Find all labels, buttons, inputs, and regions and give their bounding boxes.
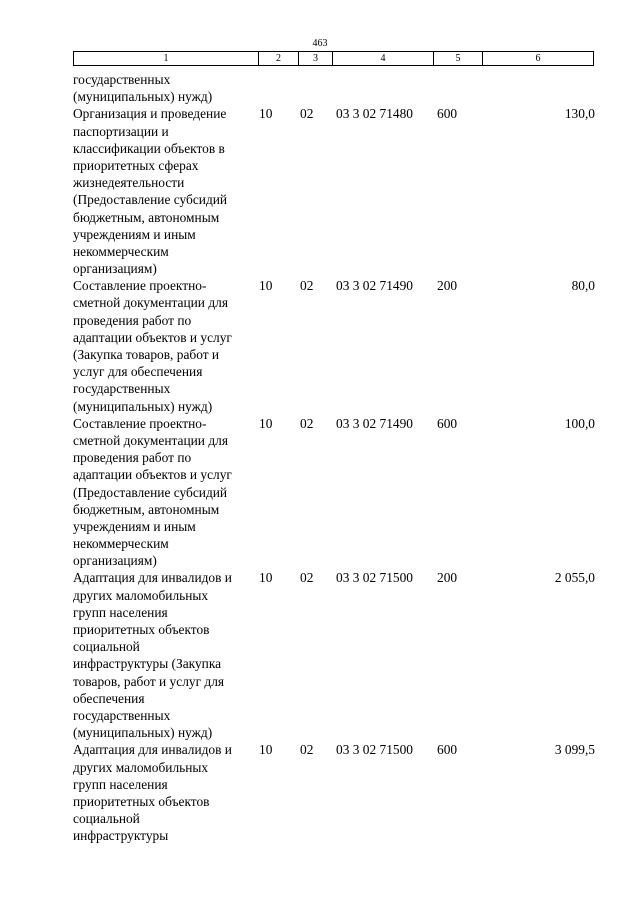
row-amount: 2 055,0: [554, 570, 595, 586]
name-line: классификации объектов в: [73, 140, 225, 156]
row-section-code: 10: [259, 570, 273, 586]
row-target-code: 03 3 02 71500: [336, 742, 413, 758]
name-line: учреждениям и иным: [73, 226, 196, 242]
name-line: Составление проектно-: [73, 415, 207, 431]
name-line: адаптации объектов и услуг: [73, 467, 232, 483]
name-line: приоритетных объектов: [73, 793, 210, 809]
name-line: организациям): [73, 553, 157, 569]
row-name: [73, 277, 257, 415]
name-line: учреждениям и иным: [73, 518, 196, 534]
row-name: [73, 741, 257, 844]
column-header-4: 4: [333, 52, 434, 66]
row-name: [73, 569, 257, 741]
row-section-code: 10: [259, 106, 273, 122]
name-line: бюджетным, автономным: [73, 501, 220, 517]
row-section-code: 10: [259, 278, 273, 294]
row-expense-type: 200: [437, 278, 458, 294]
row-amount: 80,0: [571, 278, 595, 294]
row-amount: 100,0: [564, 415, 595, 431]
column-header-table: [73, 51, 594, 66]
page-number: 463: [312, 38, 328, 49]
column-header-1: 1: [74, 52, 259, 66]
name-line: государственных: [73, 72, 171, 87]
budget-table-body: [73, 71, 603, 844]
table-row: [73, 277, 603, 415]
name-line: государственных: [73, 707, 171, 723]
row-subsection-code: 02: [300, 742, 314, 758]
name-line: инфраструктуры (Закупка: [73, 656, 222, 672]
row-subsection-code: 02: [300, 570, 314, 586]
name-line: групп населения: [73, 776, 168, 792]
row-subsection-code: 02: [300, 278, 314, 294]
row-amount: 3 099,5: [554, 742, 595, 758]
row-target-code: 03 3 02 71490: [336, 415, 413, 431]
name-line: приоритетных сферах: [73, 157, 199, 173]
name-line: Адаптация для инвалидов и: [73, 570, 232, 586]
row-expense-type: 600: [437, 106, 458, 122]
name-line: проведения работ по: [73, 450, 192, 466]
row-subsection-code: 02: [300, 415, 314, 431]
row-name: [73, 415, 257, 570]
name-line: адаптации объектов и услуг: [73, 329, 232, 345]
column-header-5: 5: [434, 52, 483, 66]
name-line: (Предоставление субсидий: [73, 484, 228, 500]
name-line: сметной документации для: [73, 432, 228, 448]
row-expense-type: 600: [437, 742, 458, 758]
name-line: социальной: [73, 811, 140, 827]
name-line: услуг для обеспечения: [73, 364, 203, 380]
name-line: групп населения: [73, 604, 168, 620]
name-line: товаров, работ и услуг для: [73, 673, 225, 689]
column-header-row: [74, 52, 594, 66]
table-row: [73, 105, 603, 277]
row-target-code: 03 3 02 71500: [336, 570, 413, 586]
column-header-3: 3: [299, 52, 333, 66]
name-line: (Закупка товаров, работ и: [73, 347, 220, 362]
name-line: Адаптация для инвалидов и: [73, 742, 232, 758]
row-target-code: 03 3 02 71480: [336, 106, 413, 122]
row-target-code: 03 3 02 71490: [336, 278, 413, 294]
name-line: социальной: [73, 639, 140, 655]
row-subsection-code: 02: [300, 106, 314, 122]
table-row: [73, 741, 603, 844]
name-line: паспортизации и: [73, 123, 169, 139]
row-amount: 130,0: [564, 106, 595, 122]
table-row: [73, 569, 603, 741]
name-line: (муниципальных) нужд): [73, 89, 213, 105]
table-row: [73, 415, 603, 570]
name-line: приоритетных объектов: [73, 622, 210, 637]
name-line: (Предоставление субсидий: [73, 192, 228, 208]
name-line: жизнедеятельности: [73, 175, 185, 191]
name-line: (муниципальных) нужд): [73, 725, 213, 741]
row-expense-type: 600: [437, 415, 458, 431]
name-line: других маломобильных: [73, 587, 209, 603]
name-line: государственных: [73, 381, 171, 397]
row-expense-type: 200: [437, 570, 458, 586]
name-line: бюджетным, автономным: [73, 209, 220, 225]
name-line: проведения работ по: [73, 312, 192, 328]
name-line: Составление проектно-: [73, 278, 207, 294]
name-line: сметной документации для: [73, 295, 228, 311]
name-line: (муниципальных) нужд): [73, 398, 213, 414]
name-line: Организация и проведение: [73, 106, 227, 122]
continuation-row: [73, 71, 603, 105]
row-name: [73, 105, 257, 277]
name-line: других маломобильных: [73, 759, 209, 775]
name-line: организациям): [73, 261, 157, 277]
column-header-2: 2: [259, 52, 299, 66]
column-header-6: 6: [483, 52, 594, 66]
row-section-code: 10: [259, 415, 273, 431]
name-line: инфраструктуры: [73, 828, 169, 844]
continuation-text: [73, 71, 257, 105]
name-line: некоммерческим: [73, 536, 169, 552]
name-line: обеспечения: [73, 690, 145, 706]
name-line: некоммерческим: [73, 243, 169, 259]
row-section-code: 10: [259, 742, 273, 758]
